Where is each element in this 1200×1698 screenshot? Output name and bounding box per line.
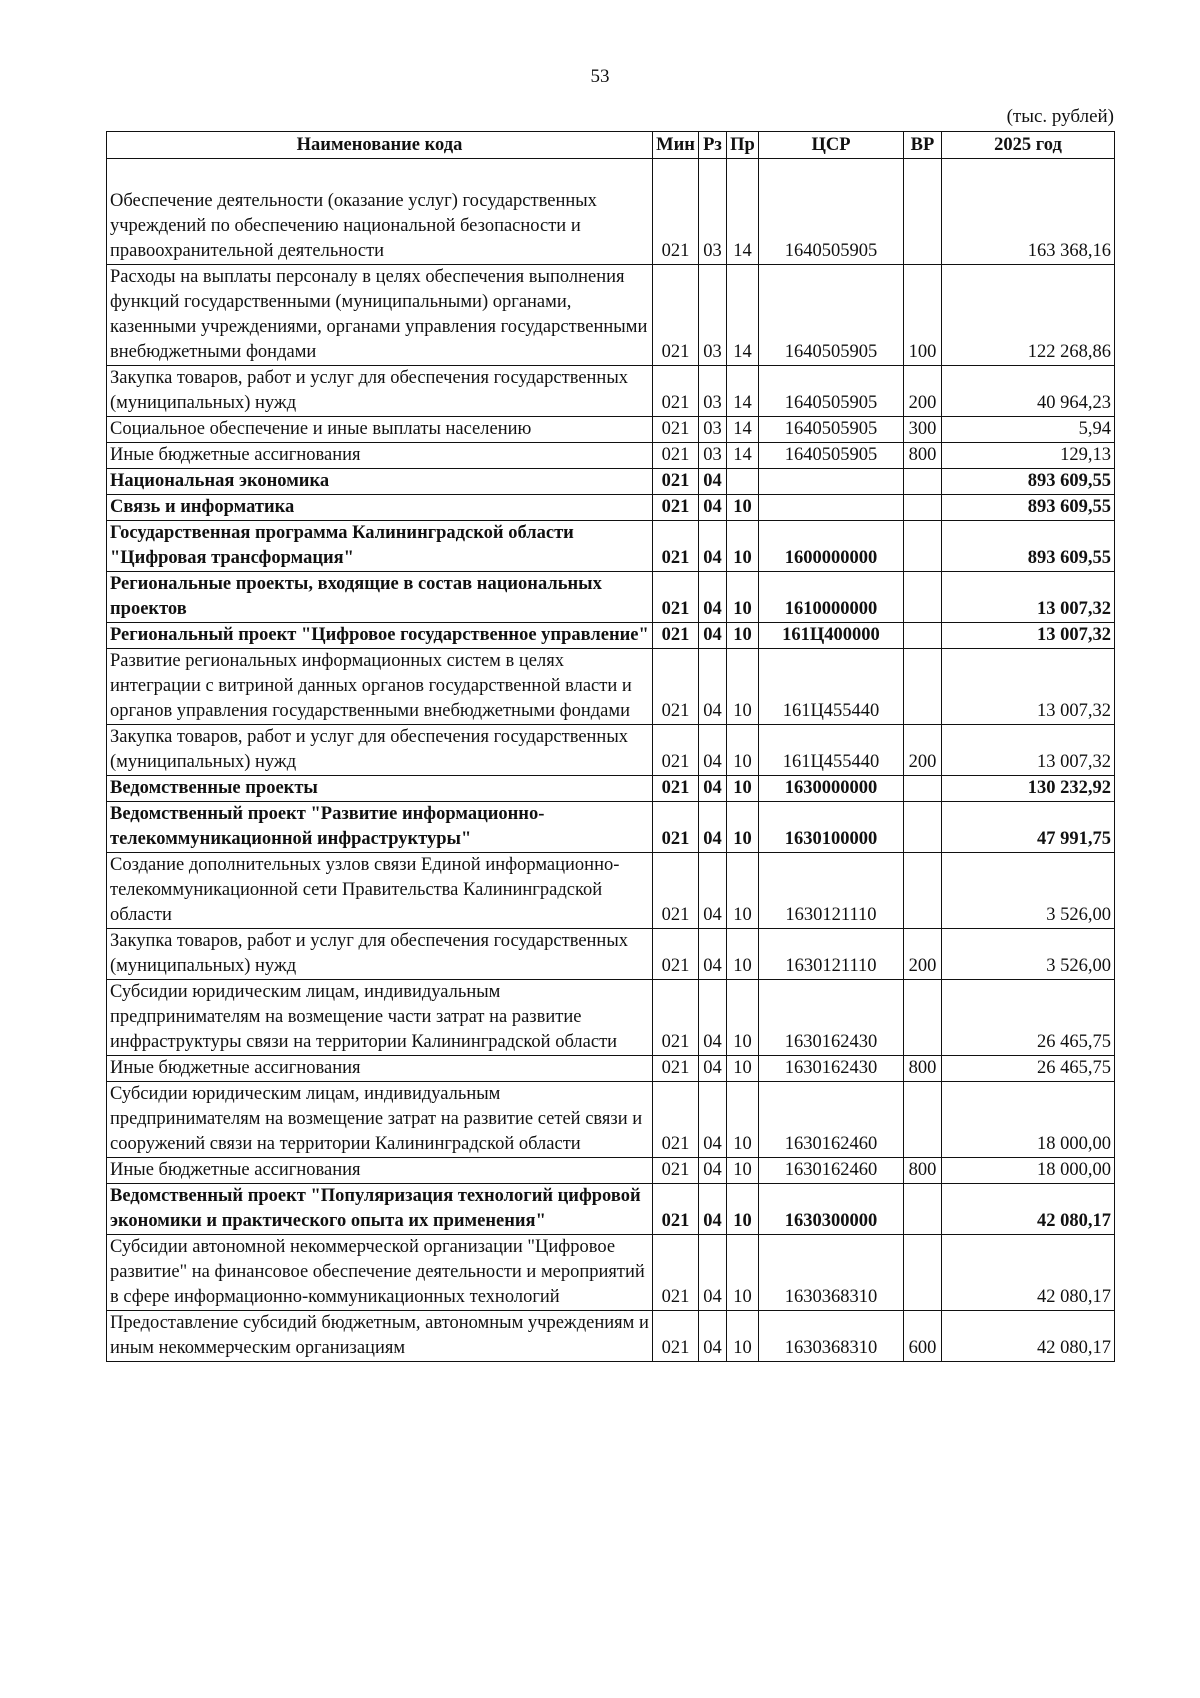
row-pr: 10 — [727, 1184, 759, 1235]
header-name: Наименование кода — [107, 132, 653, 159]
row-name: Социальное обеспечение и иные выплаты населению — [107, 417, 653, 443]
row-csr: 161Ц455440 — [759, 725, 904, 776]
row-name: Иные бюджетные ассигнования — [107, 1158, 653, 1184]
row-min: 021 — [653, 417, 699, 443]
row-rz: 04 — [699, 521, 727, 572]
row-name: Региональные проекты, входящие в состав национальных проектов — [107, 572, 653, 623]
row-pr: 10 — [727, 853, 759, 929]
table-row — [107, 980, 1115, 1056]
row-amount: 42 080,17 — [942, 1235, 1115, 1311]
row-pr: 14 — [727, 265, 759, 366]
row-csr: 1630162460 — [759, 1158, 904, 1184]
row-csr: 1640505905 — [759, 366, 904, 417]
row-pr: 10 — [727, 980, 759, 1056]
table-row — [107, 649, 1115, 725]
row-pr: 10 — [727, 623, 759, 649]
row-pr: 10 — [727, 572, 759, 623]
row-amount: 893 609,55 — [942, 469, 1115, 495]
row-pr: 10 — [727, 802, 759, 853]
row-name: Ведомственные проекты — [107, 776, 653, 802]
row-name: Ведомственный проект "Популяризация технологий цифровой экономики и практического опыта их применения" — [107, 1184, 653, 1235]
table-row — [107, 802, 1115, 853]
row-vr — [904, 1235, 942, 1311]
table-row — [107, 725, 1115, 776]
row-vr — [904, 980, 942, 1056]
table-row — [107, 521, 1115, 572]
row-amount: 129,13 — [942, 443, 1115, 469]
table-row — [107, 853, 1115, 929]
row-rz: 03 — [699, 417, 727, 443]
row-name: Региональный проект "Цифровое государственное управление" — [107, 623, 653, 649]
row-csr: 1630162460 — [759, 1082, 904, 1158]
row-min: 021 — [653, 366, 699, 417]
row-rz: 04 — [699, 1184, 727, 1235]
row-min: 021 — [653, 725, 699, 776]
row-vr — [904, 623, 942, 649]
row-min: 021 — [653, 1311, 699, 1362]
row-pr: 10 — [727, 521, 759, 572]
row-amount: 40 964,23 — [942, 366, 1115, 417]
row-amount: 13 007,32 — [942, 572, 1115, 623]
row-vr — [904, 649, 942, 725]
table-row — [107, 443, 1115, 469]
row-name: Субсидии юридическим лицам, индивидуальным предпринимателям на возмещение части затрат на развитие инфраструктуры связи на территории Калининградской области — [107, 980, 653, 1056]
row-min: 021 — [653, 802, 699, 853]
table-body — [107, 159, 1115, 1362]
row-name: Национальная экономика — [107, 469, 653, 495]
table-row — [107, 1184, 1115, 1235]
row-rz: 04 — [699, 623, 727, 649]
row-vr — [904, 572, 942, 623]
row-vr: 800 — [904, 1158, 942, 1184]
row-min: 021 — [653, 265, 699, 366]
row-rz: 04 — [699, 1235, 727, 1311]
row-min: 021 — [653, 469, 699, 495]
row-min: 021 — [653, 980, 699, 1056]
row-rz: 04 — [699, 649, 727, 725]
table-row — [107, 366, 1115, 417]
row-min: 021 — [653, 189, 699, 265]
row-min: 021 — [653, 649, 699, 725]
row-csr: 1600000000 — [759, 521, 904, 572]
row-rz: 04 — [699, 725, 727, 776]
row-vr — [904, 469, 942, 495]
row-amount: 42 080,17 — [942, 1184, 1115, 1235]
row-min: 021 — [653, 572, 699, 623]
row-vr — [904, 495, 942, 521]
row-amount: 13 007,32 — [942, 623, 1115, 649]
row-name: Иные бюджетные ассигнования — [107, 1056, 653, 1082]
header-pr: Пр — [727, 132, 759, 159]
row-name: Субсидии юридическим лицам, индивидуальным предпринимателям на возмещение затрат на развитие сетей связи и сооружений связи на территории Калининградской области — [107, 1082, 653, 1158]
row-amount: 163 368,16 — [942, 189, 1115, 265]
table-row — [107, 265, 1115, 366]
row-vr: 300 — [904, 417, 942, 443]
row-vr — [904, 1184, 942, 1235]
row-pr — [727, 469, 759, 495]
table-row — [107, 469, 1115, 495]
table-row — [107, 929, 1115, 980]
row-rz: 04 — [699, 572, 727, 623]
row-pr: 10 — [727, 649, 759, 725]
row-min: 021 — [653, 1056, 699, 1082]
row-name: Связь и информатика — [107, 495, 653, 521]
row-vr: 600 — [904, 1311, 942, 1362]
row-vr — [904, 521, 942, 572]
row-min: 021 — [653, 929, 699, 980]
row-csr: 1630000000 — [759, 776, 904, 802]
row-amount: 5,94 — [942, 417, 1115, 443]
row-pr: 10 — [727, 1235, 759, 1311]
header-vr: ВР — [904, 132, 942, 159]
table-row — [107, 776, 1115, 802]
row-csr: 161Ц400000 — [759, 623, 904, 649]
row-min: 021 — [653, 1158, 699, 1184]
row-vr: 800 — [904, 1056, 942, 1082]
row-min: 021 — [653, 776, 699, 802]
row-rz: 03 — [699, 366, 727, 417]
row-amount: 42 080,17 — [942, 1311, 1115, 1362]
row-amount: 26 465,75 — [942, 1056, 1115, 1082]
row-csr: 1630368310 — [759, 1311, 904, 1362]
row-min: 021 — [653, 1184, 699, 1235]
row-csr: 161Ц455440 — [759, 649, 904, 725]
row-rz: 04 — [699, 853, 727, 929]
row-amount: 18 000,00 — [942, 1082, 1115, 1158]
row-rz: 04 — [699, 1056, 727, 1082]
row-rz: 04 — [699, 980, 727, 1056]
row-csr: 1640505905 — [759, 443, 904, 469]
header-rz: Рз — [699, 132, 727, 159]
row-min: 021 — [653, 853, 699, 929]
row-amount: 130 232,92 — [942, 776, 1115, 802]
row-name: Закупка товаров, работ и услуг для обеспечения государственных (муниципальных) нужд — [107, 366, 653, 417]
row-csr: 1640505905 — [759, 265, 904, 366]
row-pr: 10 — [727, 495, 759, 521]
row-vr — [904, 802, 942, 853]
row-name: Закупка товаров, работ и услуг для обеспечения государственных (муниципальных) нужд — [107, 929, 653, 980]
table-row — [107, 417, 1115, 443]
row-vr: 200 — [904, 929, 942, 980]
table-row — [107, 623, 1115, 649]
row-amount: 26 465,75 — [942, 980, 1115, 1056]
table-row — [107, 189, 1115, 265]
row-vr: 200 — [904, 725, 942, 776]
table-header-row — [107, 132, 1115, 159]
page-number: 53 — [590, 66, 610, 87]
row-rz: 04 — [699, 495, 727, 521]
row-amount: 122 268,86 — [942, 265, 1115, 366]
row-amount: 3 526,00 — [942, 853, 1115, 929]
row-csr: 1630100000 — [759, 802, 904, 853]
row-pr: 10 — [727, 1158, 759, 1184]
row-rz: 04 — [699, 1311, 727, 1362]
row-rz: 03 — [699, 443, 727, 469]
row-amount: 3 526,00 — [942, 929, 1115, 980]
row-vr: 800 — [904, 443, 942, 469]
header-year: 2025 год — [942, 132, 1115, 159]
row-rz: 03 — [699, 265, 727, 366]
row-rz: 03 — [699, 189, 727, 265]
row-vr — [904, 1082, 942, 1158]
row-csr — [759, 495, 904, 521]
row-rz: 04 — [699, 469, 727, 495]
row-pr: 14 — [727, 443, 759, 469]
table-row — [107, 1158, 1115, 1184]
row-amount: 13 007,32 — [942, 649, 1115, 725]
row-vr — [904, 853, 942, 929]
table-row — [107, 495, 1115, 521]
row-csr: 1630162430 — [759, 1056, 904, 1082]
row-csr: 1630121110 — [759, 929, 904, 980]
table-row — [107, 1056, 1115, 1082]
row-csr — [759, 469, 904, 495]
row-pr: 10 — [727, 725, 759, 776]
row-name: Развитие региональных информационных систем в целях интеграции с витриной данных органов государственной власти и органов управления государственными внебюджетными фондами — [107, 649, 653, 725]
table-row — [107, 1235, 1115, 1311]
row-amount: 893 609,55 — [942, 495, 1115, 521]
spacer-row — [107, 159, 1115, 190]
unit-note: (тыс. рублей) — [1006, 106, 1114, 127]
row-rz: 04 — [699, 1082, 727, 1158]
row-name: Расходы на выплаты персоналу в целях обеспечения выполнения функций государственными (муниципальными) органами, казенными учреждениями, органами управления государственными внебюджетными фондами — [107, 265, 653, 366]
row-min: 021 — [653, 1082, 699, 1158]
row-name: Создание дополнительных узлов связи Единой информационно-телекоммуникационной сети Правительства Калининградской области — [107, 853, 653, 929]
row-csr: 1640505905 — [759, 417, 904, 443]
budget-table — [106, 131, 1115, 1362]
table-row — [107, 1311, 1115, 1362]
row-amount: 47 991,75 — [942, 802, 1115, 853]
row-pr: 10 — [727, 1311, 759, 1362]
row-min: 021 — [653, 521, 699, 572]
row-name: Закупка товаров, работ и услуг для обеспечения государственных (муниципальных) нужд — [107, 725, 653, 776]
table-row — [107, 1082, 1115, 1158]
header-min: Мин — [653, 132, 699, 159]
row-csr: 1610000000 — [759, 572, 904, 623]
row-name: Предоставление субсидий бюджетным, автономным учреждениям и иным некоммерческим организациям — [107, 1311, 653, 1362]
row-rz: 04 — [699, 929, 727, 980]
row-amount: 893 609,55 — [942, 521, 1115, 572]
row-pr: 14 — [727, 189, 759, 265]
row-amount: 18 000,00 — [942, 1158, 1115, 1184]
row-amount: 13 007,32 — [942, 725, 1115, 776]
table-row — [107, 572, 1115, 623]
row-min: 021 — [653, 1235, 699, 1311]
row-name: Ведомственный проект "Развитие информационно-телекоммуникационной инфраструктуры" — [107, 802, 653, 853]
row-min: 021 — [653, 495, 699, 521]
row-pr: 10 — [727, 1082, 759, 1158]
row-csr: 1640505905 — [759, 189, 904, 265]
row-name: Обеспечение деятельности (оказание услуг) государственных учреждений по обеспечению национальной безопасности и правоохранительной деятельности — [107, 189, 653, 265]
row-min: 021 — [653, 443, 699, 469]
row-pr: 14 — [727, 366, 759, 417]
row-pr: 10 — [727, 776, 759, 802]
row-name: Иные бюджетные ассигнования — [107, 443, 653, 469]
row-rz: 04 — [699, 776, 727, 802]
row-min: 021 — [653, 623, 699, 649]
header-csr: ЦСР — [759, 132, 904, 159]
row-vr: 200 — [904, 366, 942, 417]
row-pr: 10 — [727, 1056, 759, 1082]
row-vr — [904, 189, 942, 265]
row-name: Государственная программа Калининградской области "Цифровая трансформация" — [107, 521, 653, 572]
row-pr: 10 — [727, 929, 759, 980]
row-rz: 04 — [699, 1158, 727, 1184]
row-pr: 14 — [727, 417, 759, 443]
row-csr: 1630121110 — [759, 853, 904, 929]
row-rz: 04 — [699, 802, 727, 853]
row-csr: 1630162430 — [759, 980, 904, 1056]
row-name: Субсидии автономной некоммерческой организации "Цифровое развитие" на финансовое обеспечение деятельности и мероприятий в сфере информационно-коммуникационных технологий — [107, 1235, 653, 1311]
row-csr: 1630368310 — [759, 1235, 904, 1311]
row-vr: 100 — [904, 265, 942, 366]
row-csr: 1630300000 — [759, 1184, 904, 1235]
row-vr — [904, 776, 942, 802]
